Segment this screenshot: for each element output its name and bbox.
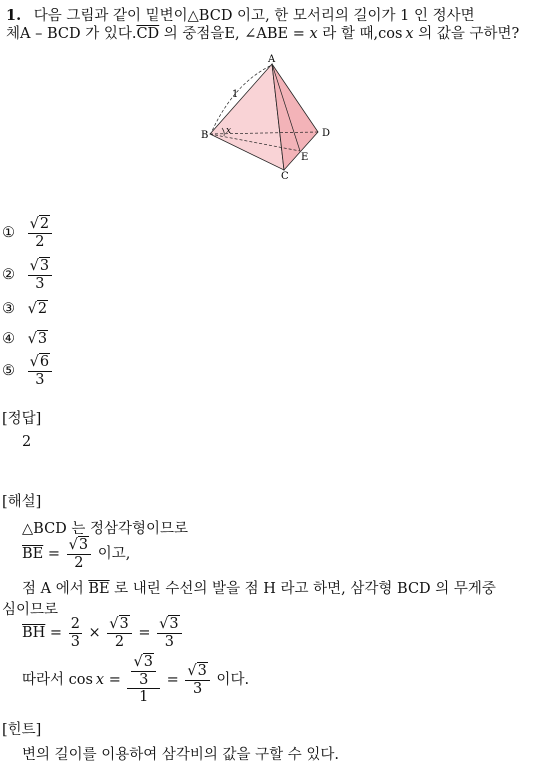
segment-bh: $\overline{BH}$ <box>22 625 46 642</box>
choice-5[interactable] <box>2 354 54 388</box>
answer-header: [정답] <box>2 411 42 427</box>
choice-marker: ④ <box>2 331 15 347</box>
label-b: B <box>201 130 209 141</box>
segment-cd: $\overline{CD}$ <box>136 26 160 42</box>
var-x: x <box>309 26 318 42</box>
var-x: x <box>95 672 105 689</box>
label-c: C <box>281 171 289 180</box>
fraction-two-thirds <box>69 616 82 650</box>
label-one: 1 <box>232 89 239 100</box>
radicand: 3 <box>119 616 129 632</box>
choice-radicand: 2 <box>37 301 48 317</box>
equals-sign: = <box>161 672 184 689</box>
segment-be-2: $\overline{BE}$ <box>88 581 110 597</box>
segment-be: $\overline{BE}$ <box>22 546 44 563</box>
radicand: 3 <box>169 616 179 632</box>
choice-radicand: 3 <box>39 258 50 274</box>
choice-denominator: 2 <box>35 233 45 250</box>
solution-header: [해설] <box>2 494 42 510</box>
result-fraction: $\frac{√3}{3}$ <box>185 663 209 697</box>
question-text-1: 다음 그림과 같이 밑변이△BCD 이고, 한 모서리의 길이가 1 인 정사면 <box>33 8 475 24</box>
inner-fraction: $\frac{√3}{3}$ <box>131 654 155 688</box>
choice-marker: ⑤ <box>2 363 15 380</box>
question-text-2c: 라 할 때,cos <box>317 26 403 42</box>
question-line-2 <box>6 22 519 43</box>
denominator: 3 <box>192 680 203 697</box>
denominator: 3 <box>139 671 149 688</box>
solution-text: 따라서 cos <box>22 672 93 689</box>
solution-text: 이고, <box>93 546 131 563</box>
label-angle-x: x <box>226 126 232 136</box>
solution-line-2 <box>22 537 130 571</box>
label-d: D <box>322 128 331 139</box>
question-text-2b: 의 중점을E, ∠ABE = <box>159 26 310 42</box>
radicand: 3 <box>197 662 207 679</box>
choice-1[interactable] <box>2 216 54 250</box>
label-e: E <box>301 152 309 163</box>
choice-root: √3 <box>27 331 48 347</box>
equals-sign: = <box>43 546 65 563</box>
solution-text: 로 내린 수선의 발을 점 H 라고 하면, 삼각형 BCD 의 무게중 <box>109 581 496 597</box>
denominator: 3 <box>70 633 80 650</box>
radicand: 3 <box>143 654 153 670</box>
equals-sign: = <box>104 672 126 689</box>
hint-text: 변의 길이를 이용하여 삼각비의 값을 구할 수 있다. <box>22 747 340 763</box>
choice-denominator: 3 <box>35 275 45 292</box>
choice-fraction: $\frac{√2}{2}$ <box>28 216 52 250</box>
solution-line-4: 심이므로 <box>2 602 59 618</box>
outer-denominator: 1 <box>139 689 149 706</box>
denominator: 2 <box>114 633 125 650</box>
denominator: 3 <box>164 633 175 650</box>
fraction-be: $\frac{√3}{2}$ <box>67 537 91 571</box>
compound-fraction <box>127 654 159 706</box>
choice-marker: ① <box>2 225 15 242</box>
choice-radicand: 3 <box>37 331 48 347</box>
question-number: 1. <box>6 7 22 24</box>
var-x-2: x <box>405 26 414 42</box>
solution-line-5 <box>22 616 184 650</box>
choice-3[interactable] <box>2 301 48 317</box>
choice-fraction: $\frac{√3}{3}$ <box>28 258 52 292</box>
choice-marker: ② <box>2 267 15 284</box>
question-text-2d: 의 값을 구하면? <box>413 26 520 42</box>
times-sign: × <box>83 625 106 642</box>
choice-4[interactable] <box>2 331 48 347</box>
question-text-2a: 체A – BCD 가 있다. <box>6 26 137 42</box>
face-abc <box>210 64 284 170</box>
choice-radicand: 2 <box>39 216 50 232</box>
fraction-root3-over-2: $\frac{√3}{2}$ <box>107 616 131 650</box>
equals-sign: = <box>45 625 67 642</box>
choice-2[interactable] <box>2 258 54 292</box>
solution-line-1: △BCD 는 정삼각형이므로 <box>22 521 189 537</box>
hint-header: [힌트] <box>2 722 42 738</box>
solution-text: 점 A 에서 <box>22 581 89 597</box>
radicand: 3 <box>78 537 89 553</box>
choice-denominator: 3 <box>35 371 45 388</box>
fraction-root3-over-3: $\frac{√3}{3}$ <box>157 616 181 650</box>
equals-sign: = <box>133 625 156 642</box>
tetrahedron-figure <box>196 52 336 180</box>
denominator: 2 <box>74 554 84 571</box>
solution-text: 이다. <box>211 672 250 689</box>
choice-marker: ③ <box>2 301 15 317</box>
answer-value: 2 <box>22 434 32 450</box>
solution-line-6 <box>22 654 249 706</box>
numerator: 2 <box>70 616 80 632</box>
choice-fraction: $\frac{√6}{3}$ <box>28 354 52 388</box>
choice-radicand: 6 <box>39 354 50 370</box>
choice-root: √2 <box>27 301 48 317</box>
solution-line-3 <box>22 577 496 598</box>
label-a: A <box>268 54 276 65</box>
